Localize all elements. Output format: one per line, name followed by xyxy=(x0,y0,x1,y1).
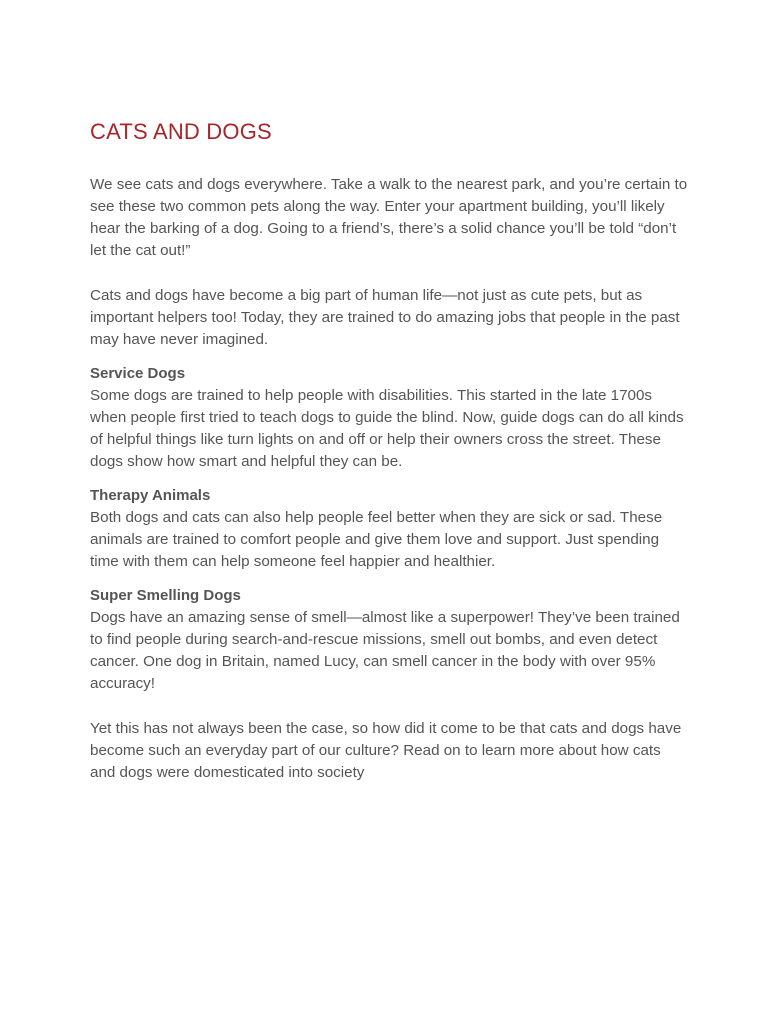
document-title: CATS AND DOGS xyxy=(90,119,272,144)
section-body: Dogs have an amazing sense of smell—almost like a superpower! They’ve been trained to find people during search-and-rescue missions, smell out bombs, and even detect cancer. One dog in Britain, named Lucy, can smell cancer in the body with over 95% accuracy! xyxy=(90,609,680,692)
section-super-smelling-dogs xyxy=(90,585,690,695)
section-service-dogs xyxy=(90,363,690,473)
section-therapy-animals xyxy=(90,485,690,573)
section-body: Some dogs are trained to help people with disabilities. This started in the late 1700s when people first tried to teach dogs to guide the blind. Now, guide dogs can do all kinds of helpful things like turn lights on and off or help their owners cross the street. These dogs show how smart and helpful they can be. xyxy=(90,387,684,470)
intro-paragraph-1: We see cats and dogs everywhere. Take a walk to the nearest park, and you’re certain to see these two common pets along the way. Enter your apartment building, you’ll likely hear the barking of a dog. Going to a friend’s, there’s a solid chance you’ll be told “don’t let the cat out!” xyxy=(90,176,688,259)
intro-paragraph-2: Cats and dogs have become a big part of human life—not just as cute pets, but as important helpers too! Today, they are trained to do amazing jobs that people in the past may have never imagined. xyxy=(90,287,680,348)
section-heading: Service Dogs xyxy=(90,365,186,382)
section-body: Both dogs and cats can also help people feel better when they are sick or sad. These animals are trained to comfort people and give them love and support. Just spending time with them can help someone feel happier and healthier. xyxy=(90,509,663,570)
document-page xyxy=(90,118,690,784)
section-heading: Super Smelling Dogs xyxy=(90,587,241,604)
closing-paragraph: Yet this has not always been the case, so how did it come to be that cats and dogs have become such an everyday part of our culture? Read on to learn more about how cats and dogs were domesticated into society xyxy=(90,720,682,781)
section-heading: Therapy Animals xyxy=(90,487,211,504)
